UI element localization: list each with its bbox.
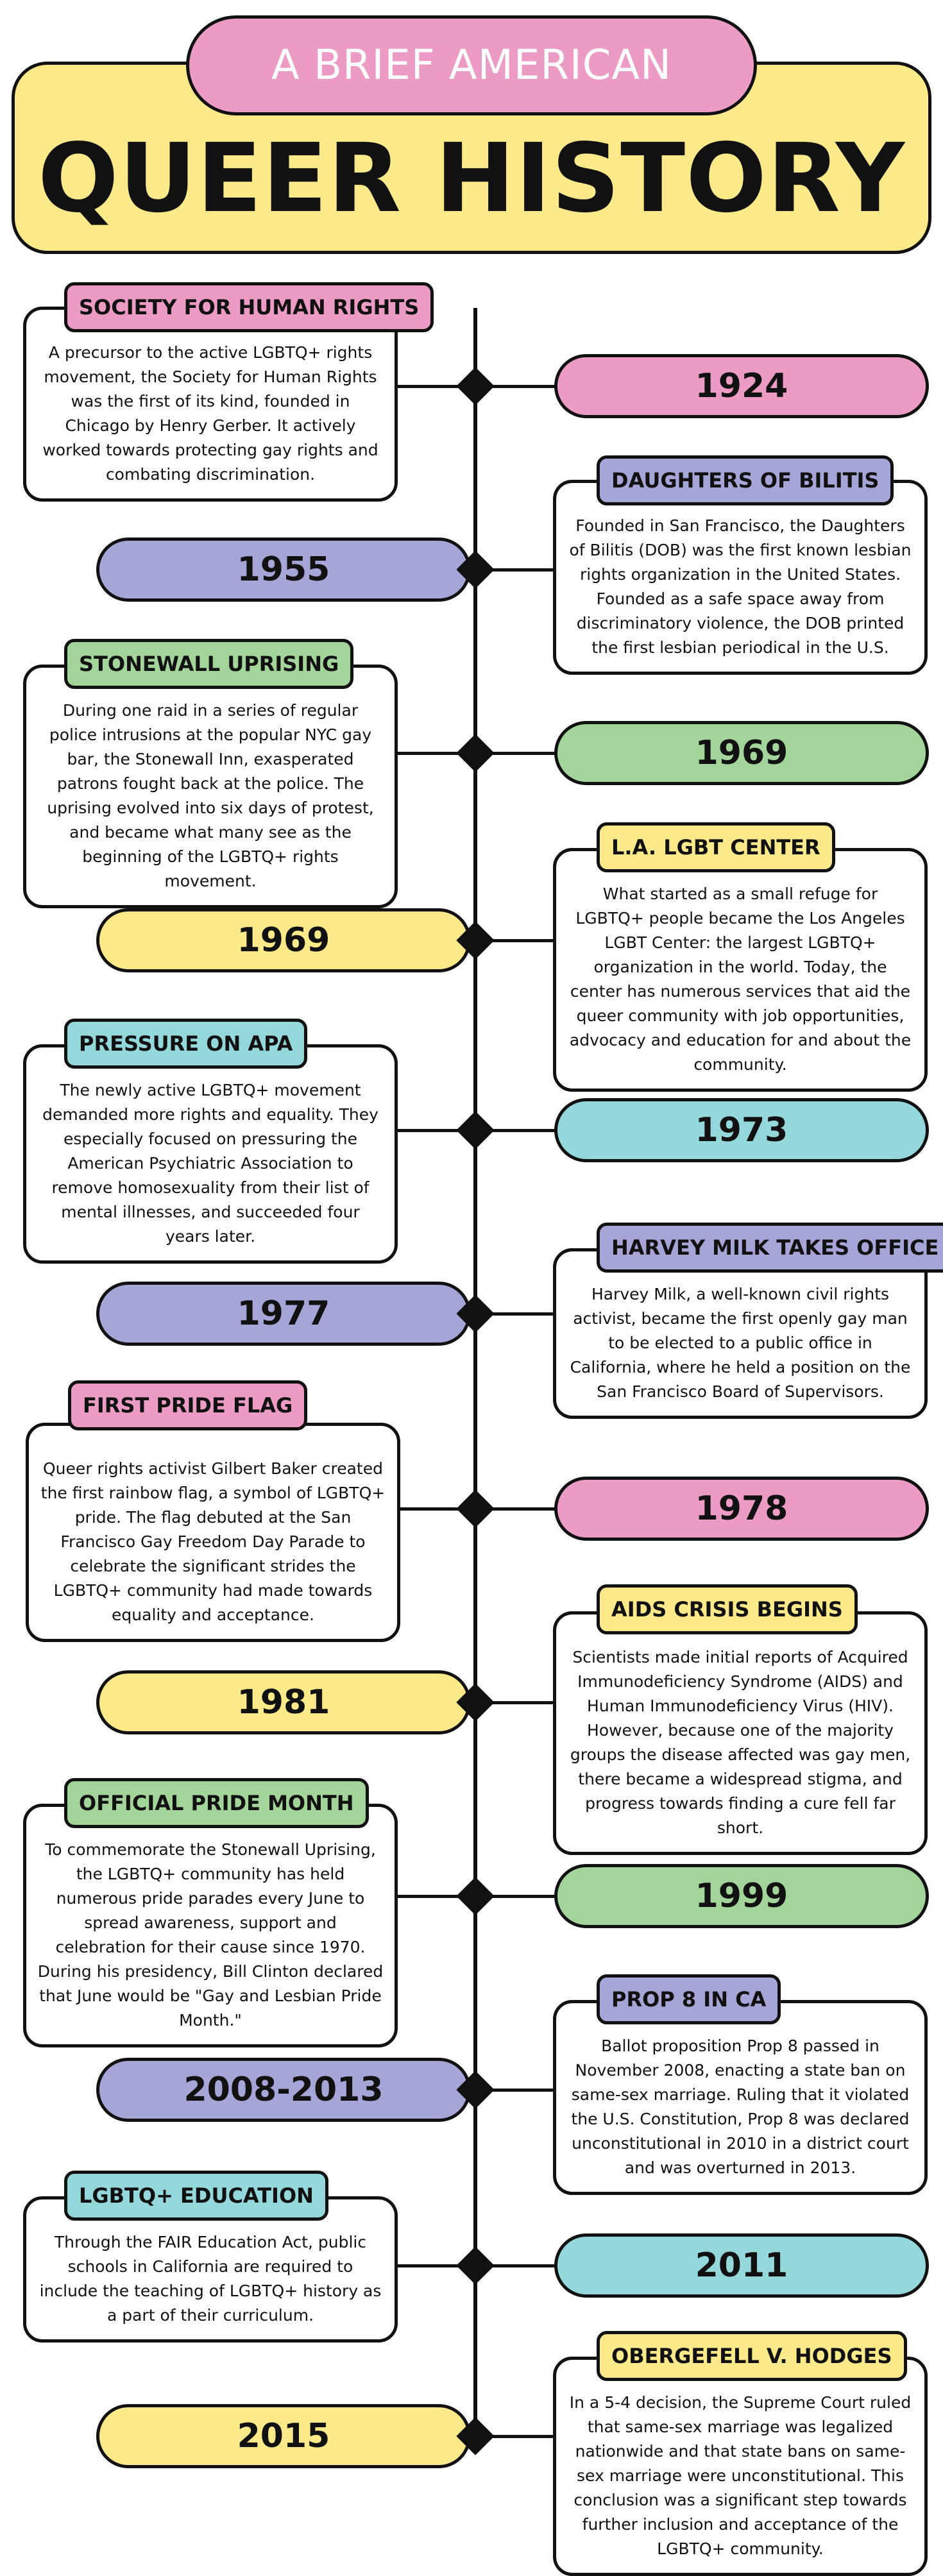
event-card-pressure-on-apa xyxy=(23,1044,398,1264)
header-subtitle-pill xyxy=(186,15,757,115)
year-pill: 1977 xyxy=(96,1282,471,1346)
year-pill: 1969 xyxy=(96,908,471,972)
year-pill: 2011 xyxy=(554,2233,929,2298)
event-tag: FIRST PRIDE FLAG xyxy=(68,1380,307,1430)
event-card-la-lgbt-center xyxy=(553,848,928,1092)
event-tag: AIDS CRISIS BEGINS xyxy=(597,1584,858,1634)
event-card-prop-8-in-ca xyxy=(553,2000,928,2195)
event-description: Ballot proposition Prop 8 passed in November 2008, enacting a state ban on same-sex marriage. Ruling that it violated the U.S. Constitution, Prop 8 was declared unconstitutional in 2010 in a district court and was overturned in 2013. xyxy=(571,2037,910,2177)
event-description: Harvey Milk, a well-known civil rights activist, became the first openly gay man to be elected to a public office in California, where he held a position on the San Francisco Board of Supervisors. xyxy=(570,1285,911,1401)
event-description: Through the FAIR Education Act, public schools in California are required to include the teaching of LGBTQ+ history as a part of their curriculum. xyxy=(39,2233,382,2325)
year-pill: 1981 xyxy=(96,1670,471,1734)
event-description: The newly active LGBTQ+ movement demanded more rights and equality. They especially focused on pressuring the American Psychiatric Association to remove homosexuality from their list of mental illnesses, and succeeded four years later. xyxy=(42,1081,378,1246)
year-pill: 2008-2013 xyxy=(96,2058,471,2122)
event-card-obergefell-v-hodges xyxy=(553,2357,928,2576)
event-description: To commemorate the Stonewall Uprising, the LGBTQ+ community has held numerous pride parades every June to spread awareness, support and celebration for their cause since 1970. During his presidency, Bill Clinton declared that June would be "Gay and Lesbian Pride Month." xyxy=(37,1840,384,2029)
event-description: Founded in San Francisco, the Daughters of Bilitis (DOB) was the first known lesbian rights organization in the United States. Founded as a safe space away from discriminatory violence, the DOB printed the first lesbian periodical in the U.S. xyxy=(569,516,912,657)
event-card-harvey-milk-takes-office xyxy=(553,1248,928,1419)
event-tag: STONEWALL UPRISING xyxy=(64,639,353,689)
event-card-daughters-of-bilitis xyxy=(553,480,928,675)
timeline-node xyxy=(456,1877,494,1915)
event-description: Queer rights activist Gilbert Baker created the first rainbow flag, a symbol of LGBTQ+ pride. The flag debuted at the San Francisco Gay Freedom Day Parade to celebrate the significant strides the LGBTQ+ community had made towards equality and acceptance. xyxy=(40,1459,386,1624)
event-tag: DAUGHTERS OF BILITIS xyxy=(597,455,894,505)
event-tag: L.A. LGBT CENTER xyxy=(597,822,835,872)
header-subtitle: A BRIEF AMERICAN xyxy=(271,42,672,89)
year-pill: 1969 xyxy=(554,721,929,785)
event-tag: SOCIETY FOR HUMAN RIGHTS xyxy=(64,282,434,332)
timeline-node xyxy=(456,2246,494,2284)
event-description: A precursor to the active LGBTQ+ rights movement, the Society for Human Rights was the first of its kind, founded in Chicago by Henry Gerber. It actively worked towards protecting gay rights and combating discrimination. xyxy=(42,343,378,484)
event-card-first-pride-flag xyxy=(26,1423,400,1642)
timeline-spine xyxy=(473,308,477,2450)
event-description: During one raid in a series of regular police intrusions at the popular NYC gay bar, the Stonewall Inn, exasperated patrons fought back at the police. The uprising evolved into six days of protest, and became what many see as the beginning of the LGBTQ+ rights movement. xyxy=(47,701,374,890)
event-tag: HARVEY MILK TAKES OFFICE xyxy=(597,1223,943,1273)
event-description: Scientists made initial reports of Acquired Immunodeficiency Syndrome (AIDS) and Human Immunodeficiency Virus (HIV). However, because one of the majority groups the disease affected was gay men, there became a widespread stigma, and progress towards finding a cure fell far short. xyxy=(570,1648,911,1837)
year-pill: 2015 xyxy=(96,2404,471,2468)
event-tag: OFFICIAL PRIDE MONTH xyxy=(64,1778,369,1828)
event-card-aids-crisis-begins xyxy=(553,1611,928,1855)
timeline-node xyxy=(456,367,494,405)
year-pill: 1978 xyxy=(554,1477,929,1541)
event-card-society-for-human-rights xyxy=(23,307,398,502)
year-pill: 1924 xyxy=(554,354,929,418)
year-pill: 1999 xyxy=(554,1864,929,1928)
timeline-node xyxy=(456,1111,494,1149)
year-pill: 1973 xyxy=(554,1098,929,1162)
event-tag: PROP 8 IN CA xyxy=(597,1974,781,2024)
event-card-official-pride-month xyxy=(23,1804,398,2047)
year-pill: 1955 xyxy=(96,538,471,602)
event-description: In a 5-4 decision, the Supreme Court ruled that same-sex marriage was legalized nationwide and that state bans on same-sex marriage were unconstitutional. This conclusion was a significant step towards further inclusion and acceptance of the LGBTQ+ community. xyxy=(569,2393,912,2558)
timeline-node xyxy=(456,1489,494,1527)
header-title: QUEER HISTORY xyxy=(37,123,905,233)
event-description: What started as a small refuge for LGBTQ+ people became the Los Angeles LGBT Center: the largest LGBTQ+ organization in the world. Today, the center has numerous services that aid the queer community with job opportunities, advocacy and education for and about the community. xyxy=(569,885,912,1074)
event-tag: LGBTQ+ EDUCATION xyxy=(64,2171,328,2221)
event-card-stonewall-uprising xyxy=(23,665,398,908)
timeline-node xyxy=(456,734,494,772)
event-tag: PRESSURE ON APA xyxy=(64,1019,307,1069)
event-tag: OBERGEFELL V. HODGES xyxy=(597,2331,907,2381)
